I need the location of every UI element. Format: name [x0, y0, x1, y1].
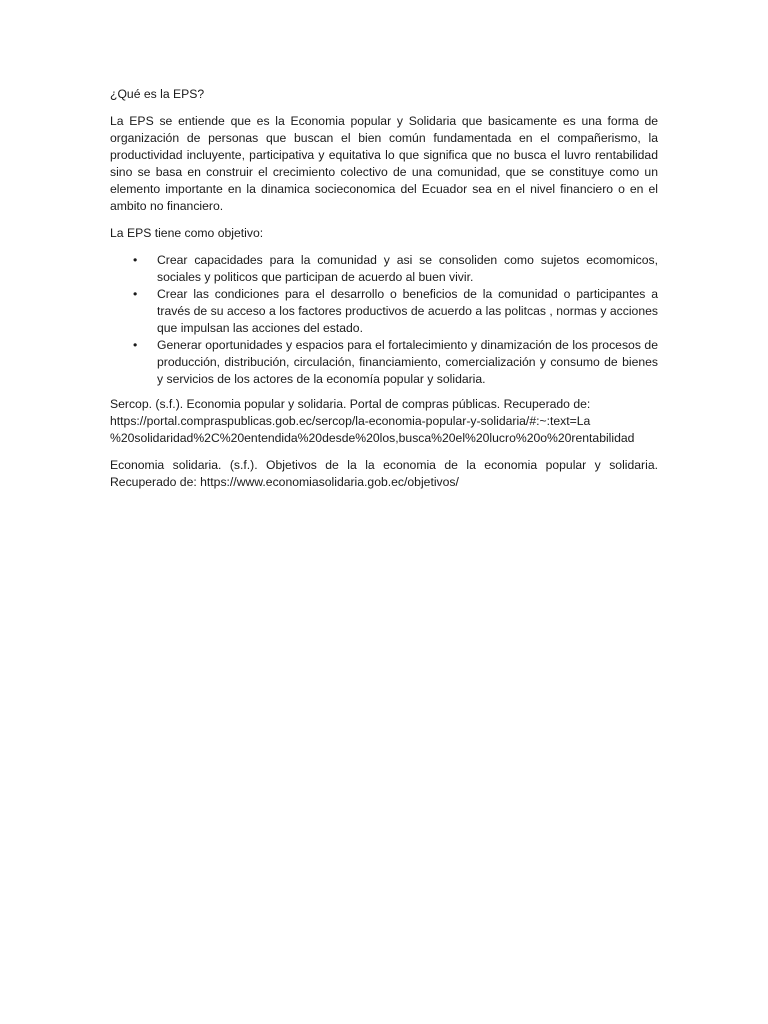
- reference-economia-solidaria: Economia solidaria. (s.f.). Objetivos de la la economia de la economia popular y solidaria. Recuperado de: https://www.economiasolidaria.gob.ec/objetivos/: [110, 458, 658, 489]
- bullet-icon: •: [133, 338, 138, 352]
- objectives-intro: La EPS tiene como objetivo:: [110, 226, 264, 240]
- reference-sercop: [110, 396, 658, 447]
- intro-paragraph: La EPS se entiende que es la Economia popular y Solidaria que basicamente es una forma de organización de personas que buscan el bien común fundamentada en el compañerismo, la productividad incluyente, participativa y equitativa lo que significa que no busca el luvro rentabilidad sino se basa en construir el crecimiento colectivo de una comunidad, que se constituye como un elemento importante en la dinamica socieconomica del Ecuador sea en el nivel financiero o en el ambito no financiero.: [110, 114, 658, 213]
- objectives-list: [110, 252, 658, 388]
- reference-sercop-text: Sercop. (s.f.). Economia popular y solidaria. Portal de compras públicas. Recuperado de:: [110, 397, 591, 411]
- reference-sercop-url-line1: https://portal.compraspublicas.gob.ec/sercop/la-economia-popular-y-solidaria/#:~:text=La: [110, 414, 591, 428]
- list-item-text: Crear las condiciones para el desarrollo o beneficios de la comunidad o participantes a través de su acceso a los factores productivos de acuerdo a las politcas , normas y acciones que impulsan las acciones del estado.: [157, 287, 658, 335]
- list-item: [110, 252, 658, 286]
- bullet-icon: •: [133, 287, 138, 301]
- document-heading: ¿Qué es la EPS?: [110, 87, 205, 101]
- reference-sercop-url-line2: %20solidaridad%2C%20entendida%20desde%20los,busca%20el%20lucro%20o%20rentabilidad: [110, 431, 635, 445]
- document-page: [110, 86, 658, 501]
- list-item-text: Generar oportunidades y espacios para el fortalecimiento y dinamización de los procesos de producción, distribución, circulación, financiamiento, comercialización y consumo de bienes y servicios de los actores de la economía popular y solidaria.: [157, 338, 658, 386]
- list-item-text: Crear capacidades para la comunidad y asi se consoliden como sujetos ecomomicos, sociales y politicos que participan de acuerdo al buen vivir.: [157, 253, 658, 284]
- list-item: [110, 286, 658, 337]
- list-item: [110, 337, 658, 388]
- bullet-icon: •: [133, 253, 138, 267]
